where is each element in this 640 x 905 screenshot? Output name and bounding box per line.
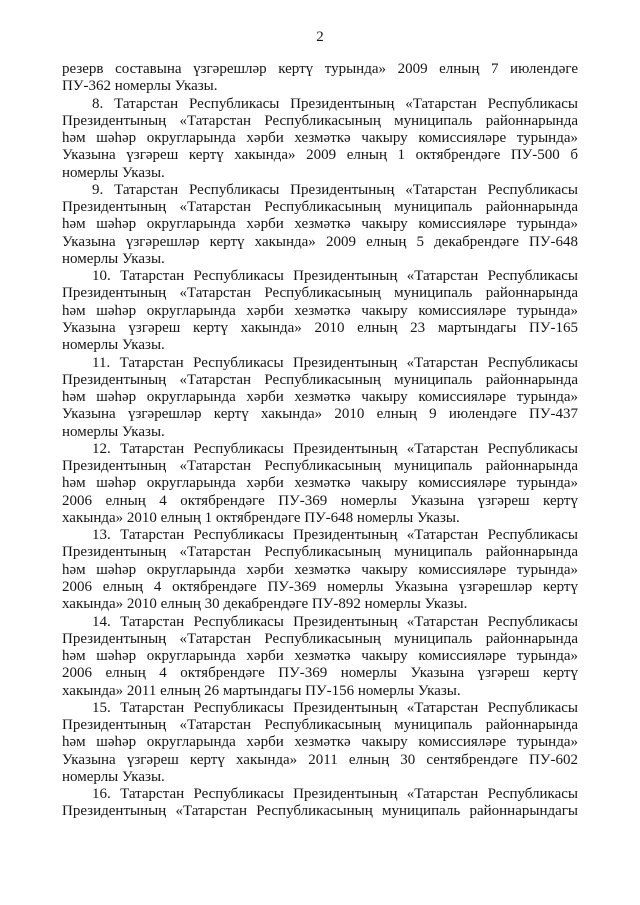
text-line: Президентының «Татарстан Республикасының муниципаль районнарындагы [62,803,578,820]
paragraph-item-8 [62,96,578,182]
paragraph-item-14 [62,614,578,700]
text-line: һәм шәһәр округларында хәрби хезмәткә чакыру комиссияләре турында» [62,389,578,406]
text-line: номерлы Указы. [62,337,165,354]
text-line: 12. Татарстан Республикасы Президентының «Татарстан Республикасы [92,440,578,457]
text-line: Указына үзгәреш кертү хакында» 2009 елның 1 октябрендәге ПУ-500 б [62,147,578,164]
text-line: Президентының «Татарстан Республикасының муниципаль районнарында [62,544,578,561]
text-line: Президентының «Татарстан Республикасының муниципаль районнарында [62,285,578,302]
text-line: Президентының «Татарстан Республикасының муниципаль районнарында [62,717,578,734]
text-line: һәм шәһәр округларында хәрби хезмәткә чакыру комиссияләре турында» [62,648,578,665]
paragraph-item-11 [62,355,578,441]
text-line: 16. Татарстан Республикасы Президентының «Татарстан Республикасы [92,786,578,803]
text-line: 15. Татарстан Республикасы Президентының «Татарстан Республикасы [92,699,578,716]
paragraph-continuation [62,61,578,96]
text-line: Президентының «Татарстан Республикасының муниципаль районнарында [62,371,578,388]
paragraph-item-10 [62,268,578,354]
text-line: Указына үзгәреш кертү хакында» 2010 елның 23 мартындагы ПУ-165 [62,319,578,336]
text-line: Президентының «Татарстан Республикасының муниципаль районнарында [62,199,578,216]
text-line: Президентының «Татарстан Республикасының муниципаль районнарында [62,630,578,647]
text-line: һәм шәһәр округларында хәрби хезмәткә чакыру комиссияләре турында» [62,561,578,578]
text-line: 10. Татарстан Республикасы Президентының «Татарстан Республикасы [92,268,578,285]
page-number: 2 [316,29,324,45]
text-line: номерлы Указы. [62,768,165,785]
text-line: хакында» 2011 елның 26 мартындагы ПУ-156 номерлы Указы. [62,682,461,699]
paragraph-item-12 [62,441,578,527]
text-line: 2006 елның 4 октябрендәге ПУ-369 номерлы Указына үзгәреш кертү [62,492,578,509]
text-line: резерв составына үзгәрешләр кертү турында» 2009 елның 7 июлендәге [62,61,578,77]
text-line: 9. Татарстан Республикасы Президентының «Татарстан Республикасы [92,181,578,198]
text-line: Президентының «Татарстан Республикасының муниципаль районнарында [62,112,578,129]
text-line: Указына үзгәрешләр кертү хакында» 2009 елның 5 декабрендәге ПУ-648 [62,233,578,250]
text-line: Президентының «Татарстан Республикасының муниципаль районнарында [62,458,578,475]
text-line: ПУ-362 номерлы Указы. [62,78,218,95]
paragraph-item-16 [62,786,578,821]
text-line: хакында» 2010 елның 30 декабрендәге ПУ-892 номерлы Указы. [62,596,468,613]
text-line: 13. Татарстан Республикасы Президентының «Татарстан Республикасы [92,527,578,544]
paragraph-item-15 [62,700,578,786]
text-line: һәм шәһәр округларында хәрби хезмәткә чакыру комиссияләре турында» [62,302,578,319]
text-line: 8. Татарстан Республикасы Президентының «Татарстан Республикасы [92,95,578,112]
paragraph-item-9 [62,182,578,268]
text-line: һәм шәһәр округларында хәрби хезмәткә чакыру комиссияләре турында» [62,475,578,492]
paragraph-item-13 [62,527,578,613]
text-line: һәм шәһәр округларында хәрби хезмәткә чакыру комиссияләре турында» [62,130,578,147]
text-line: Указына үзгәреш кертү хакында» 2011 елның 30 сентябрендәге ПУ-602 [62,751,578,768]
text-line: 11. Татарстан Республикасы Президентының «Татарстан Республикасы [92,354,578,371]
text-line: һәм шәһәр округларында хәрби хезмәткә чакыру комиссияләре турында» [62,734,578,751]
text-line: Указына үзгәрешләр кертү хакында» 2010 елның 9 июлендәге ПУ-437 [62,406,578,423]
text-line: 14. Татарстан Республикасы Президентының «Татарстан Республикасы [92,613,578,630]
text-line: 2006 елның 4 октябрендәге ПУ-369 номерлы Указына үзгәрешләр кертү [62,578,578,595]
text-line: номерлы Указы. [62,164,165,181]
text-line: 2006 елның 4 октябрендәге ПУ-369 номерлы Указына үзгәреш кертү [62,665,578,682]
text-line: һәм шәһәр округларында хәрби хезмәткә чакыру комиссияләре турында» [62,216,578,233]
document-body [62,61,578,821]
text-line: хакында» 2010 елның 1 октябрендәге ПУ-648 номерлы Указы. [62,509,460,526]
text-line: номерлы Указы. [62,423,165,440]
text-line: номерлы Указы. [62,250,165,267]
